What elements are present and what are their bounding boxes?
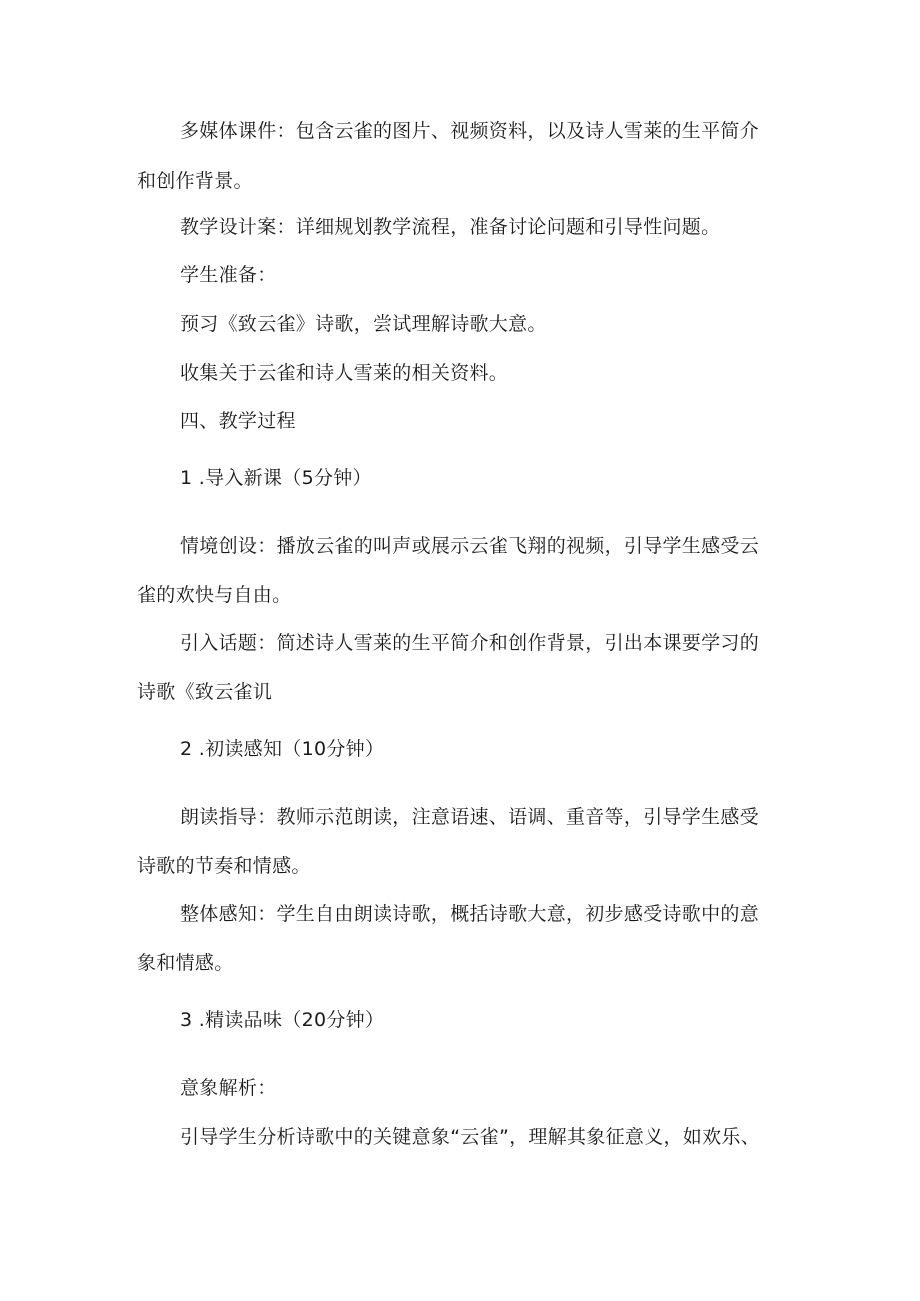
step-heading-first-reading: 2 .初读感知（10分钟） [180, 738, 385, 760]
section-heading-teaching-process: 四、教学过程 [180, 410, 296, 432]
paragraph-overall-perception-line-1: 整体感知：学生自由朗读诗歌，概括诗歌大意，初步感受诗歌中的意 [180, 903, 760, 925]
paragraph-imagery-guide-line-1: 引导学生分析诗歌中的关键意象“云雀”，理解其象征意义，如欢乐、 [180, 1126, 760, 1148]
paragraph-topic-intro-line-2: 诗歌《致云雀讥 [137, 681, 273, 703]
paragraph-scene-setup-line-1: 情境创设：播放云雀的叫声或展示云雀飞翔的视频，引导学生感受云 [180, 535, 760, 557]
step-heading-intro: 1 .导入新课（5分钟） [180, 467, 372, 489]
paragraph-imagery-analysis-heading: 意象解析： [180, 1077, 277, 1099]
paragraph-reading-guide-line-1: 朗读指导：教师示范朗读，注意语速、语调、重音等，引导学生感受 [180, 806, 760, 828]
paragraph-topic-intro-line-1: 引入话题：简述诗人雪莱的生平简介和创作背景，引出本课要学习的 [180, 632, 760, 654]
paragraph-teaching-design: 教学设计案：详细规划教学流程，准备讨论问题和引导性问题。 [180, 216, 721, 238]
paragraph-multimedia-line-1: 多媒体课件：包含云雀的图片、视频资料，以及诗人雪莱的生平简介 [180, 120, 760, 142]
paragraph-collect-materials: 收集关于云雀和诗人雪莱的相关资料。 [180, 362, 509, 384]
paragraph-preview-poem: 预习《致云雀》诗歌，尝试理解诗歌大意。 [180, 313, 547, 335]
paragraph-reading-guide-line-2: 诗歌的节奏和情感。 [137, 855, 311, 877]
step-heading-close-reading: 3 .精读品味（20分钟） [180, 1009, 385, 1031]
paragraph-overall-perception-line-2: 象和情感。 [137, 952, 234, 974]
paragraph-student-prep-heading: 学生准备： [180, 264, 277, 286]
paragraph-multimedia-line-2: 和创作背景。 [137, 170, 253, 192]
paragraph-scene-setup-line-2: 雀的欢快与自由。 [137, 584, 292, 606]
